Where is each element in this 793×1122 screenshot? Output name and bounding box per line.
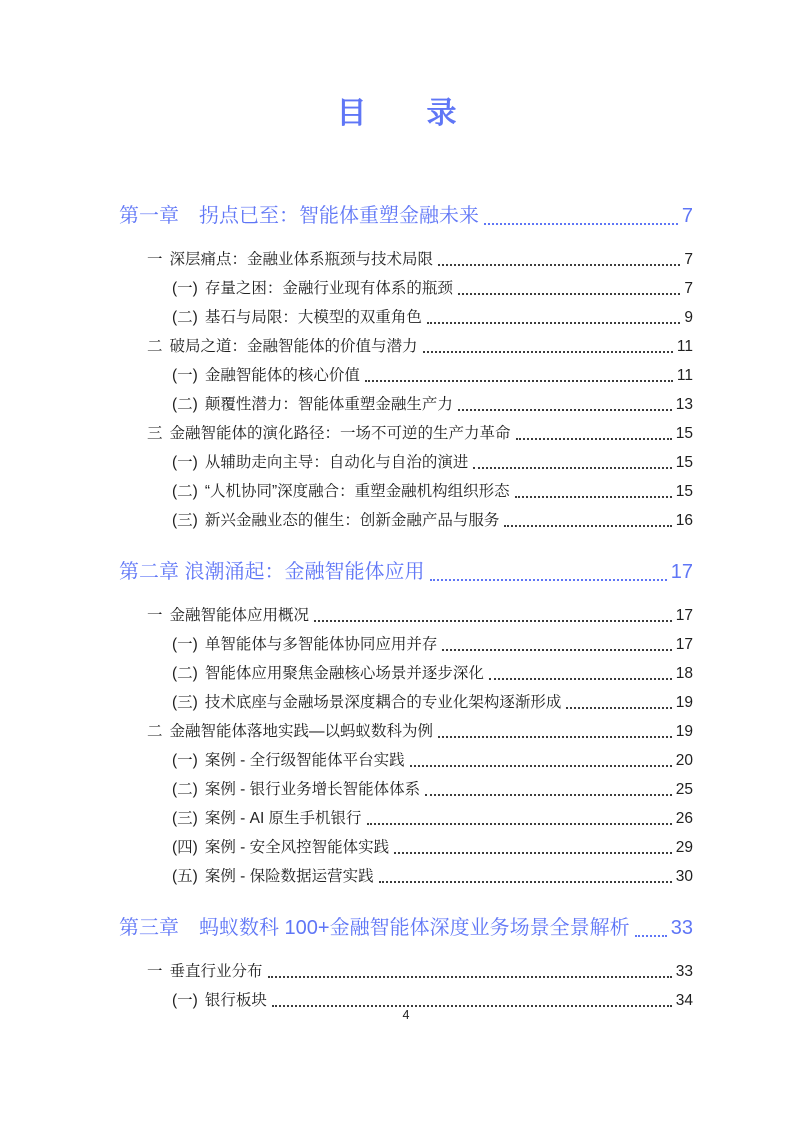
dot-leader	[516, 438, 672, 440]
entry-text: 金融智能体的演化路径：一场不可逆的生产力革命	[169, 425, 511, 442]
entry-text: 颠覆性潜力：智能体重塑金融生产力	[204, 396, 453, 413]
entry-page-number: 20	[675, 752, 693, 769]
dot-leader	[635, 935, 667, 937]
entry-number: (三)	[172, 512, 198, 529]
entry-text: 破局之道：金融智能体的价值与潜力	[169, 338, 418, 355]
entry-number: (二)	[172, 781, 198, 798]
dot-leader	[430, 579, 667, 581]
dot-leader	[438, 264, 680, 266]
entry-text: 新兴金融业态的催生：创新金融产品与服务	[204, 512, 500, 529]
toc-entry[interactable]	[119, 241, 693, 270]
chapter-items	[119, 953, 693, 1011]
entry-number: 一	[147, 607, 163, 624]
toc-entry[interactable]	[119, 357, 693, 386]
entry-number: (一)	[172, 752, 198, 769]
entry-number: (三)	[172, 810, 198, 827]
entry-number: (二)	[172, 309, 198, 326]
entry-text: 基石与局限：大模型的双重角色	[204, 309, 422, 326]
dot-leader	[438, 736, 672, 738]
chapter-heading-row[interactable]	[119, 914, 693, 943]
page-footer	[119, 1008, 693, 1022]
entry-text: 案例 - 安全风控智能体实践	[204, 839, 390, 856]
entry-number: 二	[147, 338, 163, 355]
toc-entry[interactable]	[119, 953, 693, 982]
entry-number: (一)	[172, 454, 198, 471]
entry-number: (一)	[172, 636, 198, 653]
entry-page-number: 18	[675, 665, 693, 682]
chapter-page-number: 17	[670, 561, 693, 583]
chapter-heading-label: 第二章 浪潮涌起：金融智能体应用	[119, 561, 425, 583]
toc-entry[interactable]	[119, 386, 693, 415]
entry-page-number: 34	[675, 992, 693, 1009]
entry-page-number: 7	[684, 251, 693, 268]
chapter-heading-row[interactable]	[119, 202, 693, 231]
table-of-contents	[119, 202, 693, 1011]
entry-text: 案例 - 银行业务增长智能体体系	[204, 781, 421, 798]
entry-page-number: 15	[675, 483, 693, 500]
entry-page-number: 33	[675, 963, 693, 980]
entry-number: (四)	[172, 839, 198, 856]
entry-page-number: 15	[675, 425, 693, 442]
toc-entry[interactable]	[119, 299, 693, 328]
entry-text: 案例 - 保险数据运营实践	[204, 868, 374, 885]
toc-entry[interactable]	[119, 270, 693, 299]
entry-number: 一	[147, 963, 163, 980]
entry-page-number: 30	[675, 868, 693, 885]
dot-leader	[379, 881, 672, 883]
entry-page-number: 17	[675, 607, 693, 624]
entry-number: (一)	[172, 280, 198, 297]
entry-text: 存量之困：金融行业现有体系的瓶颈	[204, 280, 453, 297]
entry-number: (二)	[172, 396, 198, 413]
chapter-items	[119, 597, 693, 887]
entry-text: 案例 - AI 原生手机银行	[204, 810, 362, 827]
entry-number: 三	[147, 425, 163, 442]
entry-number: 一	[147, 251, 163, 268]
toc-entry[interactable]	[119, 473, 693, 502]
entry-text: 金融智能体的核心价值	[204, 367, 360, 384]
entry-page-number: 29	[675, 839, 693, 856]
entry-text: 金融智能体落地实践—以蚂蚁数科为例	[169, 723, 434, 740]
dot-leader	[425, 794, 672, 796]
dot-leader	[394, 852, 672, 854]
entry-page-number: 11	[676, 367, 693, 384]
entry-page-number: 26	[675, 810, 693, 827]
dot-leader	[365, 380, 673, 382]
toc-entry[interactable]	[119, 684, 693, 713]
chapter-heading-label: 第一章 拐点已至：智能体重塑金融未来	[119, 205, 479, 227]
entry-page-number: 15	[675, 454, 693, 471]
footer-page-number: 4	[402, 1008, 410, 1022]
dot-leader	[442, 649, 671, 651]
entry-page-number: 9	[684, 309, 693, 326]
dot-leader	[458, 293, 681, 295]
toc-entry[interactable]	[119, 597, 693, 626]
entry-text: 垂直行业分布	[169, 963, 263, 980]
toc-title: 目 录	[336, 97, 457, 130]
toc-entry[interactable]	[119, 829, 693, 858]
dot-leader	[566, 707, 671, 709]
entry-text: 案例 - 全行级智能体平台实践	[204, 752, 405, 769]
entry-text: 金融智能体应用概况	[169, 607, 310, 624]
entry-number: (一)	[172, 992, 198, 1009]
entry-number: (二)	[172, 665, 198, 682]
entry-number: (五)	[172, 868, 198, 885]
entry-text: 单智能体与多智能体协同应用并存	[204, 636, 438, 653]
entry-page-number: 7	[684, 280, 693, 297]
toc-entry[interactable]	[119, 502, 693, 531]
entry-page-number: 25	[675, 781, 693, 798]
toc-entry[interactable]	[119, 858, 693, 887]
toc-entry[interactable]	[119, 655, 693, 684]
toc-chapter	[119, 558, 693, 887]
dot-leader	[410, 765, 672, 767]
toc-entry[interactable]	[119, 800, 693, 829]
dot-leader	[458, 409, 672, 411]
toc-entry[interactable]	[119, 415, 693, 444]
dot-leader	[489, 678, 672, 680]
entry-page-number: 19	[675, 694, 693, 711]
entry-number: 二	[147, 723, 163, 740]
dot-leader	[314, 620, 672, 622]
entry-page-number: 17	[675, 636, 693, 653]
dot-leader	[367, 823, 672, 825]
entry-text: 从辅助走向主导：自动化与自治的演进	[204, 454, 469, 471]
chapter-heading-label: 第三章 蚂蚁数科 100+金融智能体深度业务场景全景解析	[119, 917, 630, 939]
toc-entry[interactable]	[119, 713, 693, 742]
entry-number: (一)	[172, 367, 198, 384]
entry-page-number: 16	[675, 512, 693, 529]
entry-text: 智能体应用聚焦金融核心场景并逐步深化	[204, 665, 484, 682]
dot-leader	[427, 322, 681, 324]
entry-text: “人机协同”深度融合：重塑金融机构组织形态	[204, 483, 510, 500]
toc-entry[interactable]	[119, 742, 693, 771]
entry-page-number: 19	[675, 723, 693, 740]
toc-chapter	[119, 914, 693, 1011]
dot-leader	[504, 525, 671, 527]
toc-chapter	[119, 202, 693, 531]
toc-entry[interactable]	[119, 328, 693, 357]
chapter-items	[119, 241, 693, 531]
chapter-heading-row[interactable]	[119, 558, 693, 587]
chapter-page-number: 33	[670, 917, 693, 939]
entry-text: 银行板块	[204, 992, 267, 1009]
dot-leader	[515, 496, 672, 498]
entry-number: (三)	[172, 694, 198, 711]
entry-text: 技术底座与金融场景深度耦合的专业化架构逐渐形成	[204, 694, 562, 711]
entry-number: (二)	[172, 483, 198, 500]
toc-entry[interactable]	[119, 444, 693, 473]
dot-leader	[423, 351, 673, 353]
toc-entry[interactable]	[119, 771, 693, 800]
chapter-page-number: 7	[681, 205, 693, 227]
entry-page-number: 11	[676, 338, 693, 355]
dot-leader	[268, 976, 672, 978]
dot-leader	[272, 1005, 672, 1007]
entry-text: 深层痛点：金融业体系瓶颈与技术局限	[169, 251, 434, 268]
dot-leader	[473, 467, 671, 469]
toc-entry[interactable]	[119, 626, 693, 655]
toc-content	[0, 202, 793, 1011]
dot-leader	[484, 223, 678, 225]
entry-page-number: 13	[675, 396, 693, 413]
toc-entry[interactable]	[119, 982, 693, 1011]
